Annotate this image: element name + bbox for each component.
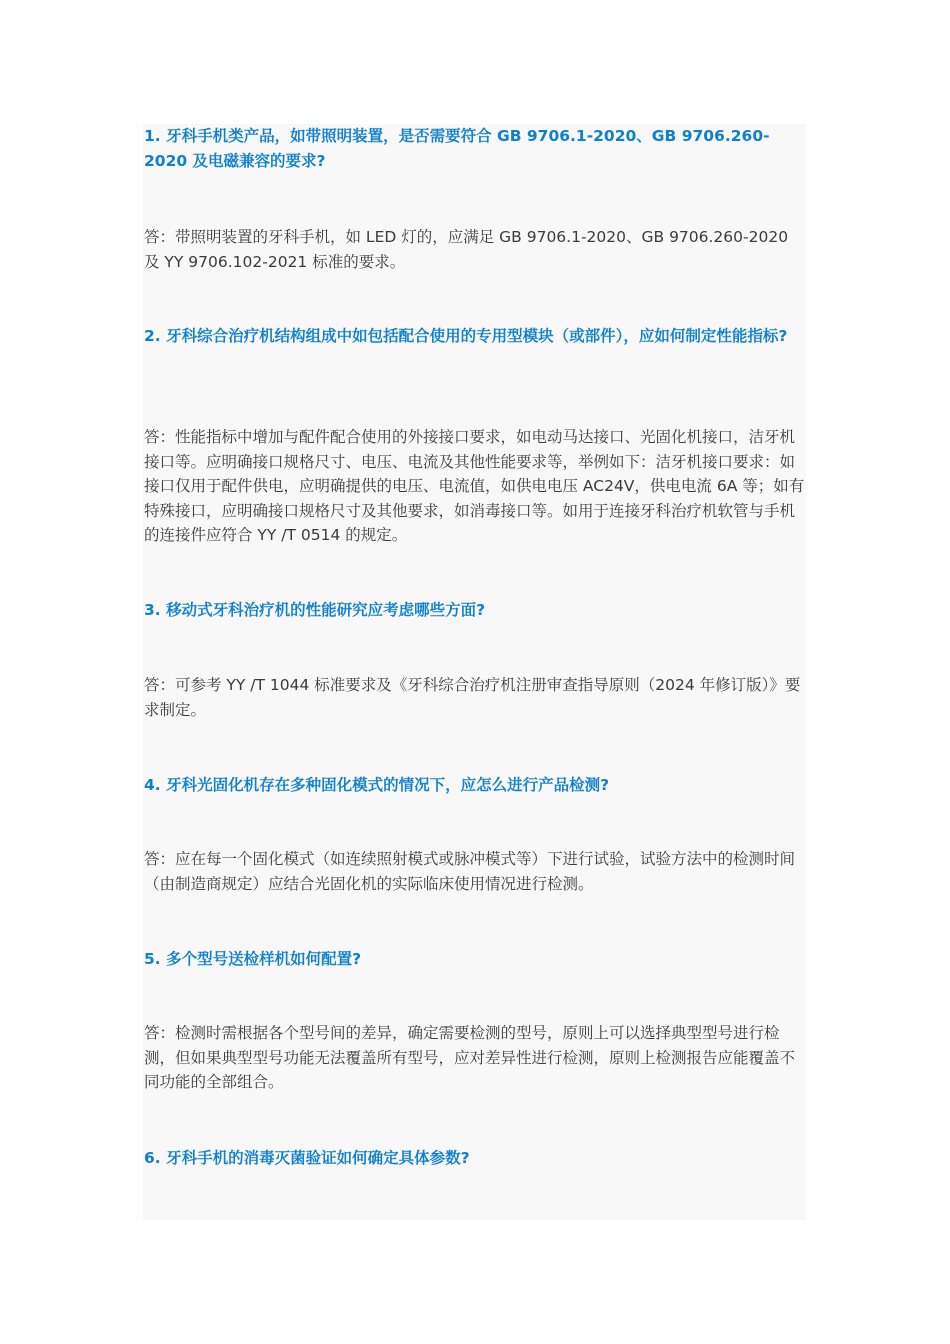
answer-4: 答：应在每一个固化模式（如连续照射模式或脉冲模式等）下进行试验，试验方法中的检测时间（由制造商规定）应结合光固化机的实际临床使用情况进行检测。 — [144, 850, 796, 893]
question-5: 5. 多个型号送检样机如何配置? — [144, 950, 362, 968]
question-4: 4. 牙科光固化机存在多种固化模式的情况下，应怎么进行产品检测? — [144, 776, 610, 794]
question-3: 3. 移动式牙科治疗机的性能研究应考虑哪些方面? — [144, 601, 486, 619]
question-1: 1. 牙科手机类产品，如带照明装置，是否需要符合 GB 9706.1-2020、GB 9706.260-2020 及电磁兼容的要求? — [144, 127, 770, 170]
question-2: 2. 牙科综合治疗机结构组成中如包括配合使用的专用型模块（或部件），应如何制定性能指标? — [144, 327, 788, 345]
answer-1: 答：带照明装置的牙科手机，如 LED 灯的，应满足 GB 9706.1-2020、GB 9706.260-2020 及 YY 9706.102-2021 标准的要求。 — [144, 228, 789, 271]
answer-5: 答：检测时需根据各个型号间的差异，确定需要检测的型号，原则上可以选择典型型号进行检测，但如果典型型号功能无法覆盖所有型号，应对差异性进行检测，原则上检测报告应能覆盖不同功能的全部组合。 — [144, 1024, 796, 1091]
question-6: 6. 牙科手机的消毒灭菌验证如何确定具体参数? — [144, 1149, 470, 1167]
answer-2: 答：性能指标中增加与配件配合使用的外接接口要求，如电动马达接口、光固化机接口，洁牙机接口等。应明确接口规格尺寸、电压、电流及其他性能要求等，举例如下：洁牙机接口要求：如接口仅用于配件供电，应明确提供的电压、电流值，如供电电压 AC24V，供电电流 6A 等；如有特殊接口，应明确接口规格尺寸及其他要求，如消毒接口等。如用于连接牙科治疗机软管与手机的连接件应符合 YY /T 0514 的规定。 — [144, 428, 805, 544]
answer-3: 答：可参考 YY /T 1044 标准要求及《牙科综合治疗机注册审查指导原则（2024 年修订版）》要求制定。 — [144, 676, 801, 719]
